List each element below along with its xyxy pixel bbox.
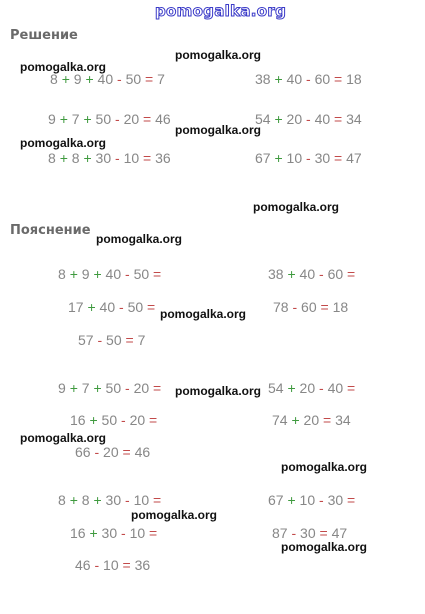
explanation-step: 17 + 40 - 50 = [68, 299, 156, 315]
explanation-step: 87 - 30 = 47 [272, 525, 348, 541]
watermark: pomogalka.org [20, 431, 107, 445]
explanation-step: 54 + 20 - 40 = [268, 380, 356, 396]
explanation-step: 38 + 40 - 60 = [268, 266, 356, 282]
explanation-step: 57 - 50 = 7 [78, 332, 146, 348]
explanation-step: 67 + 10 - 30 = [268, 492, 356, 508]
watermark: pomogalka.org [175, 123, 262, 137]
explanation-step: 8 + 9 + 40 - 50 = [58, 266, 162, 282]
watermark: pomogalka.org [281, 540, 368, 554]
watermark: pomogalka.org [175, 384, 262, 398]
watermark: pomogalka.org [160, 307, 247, 321]
solution-equation: 67 + 10 - 30 = 47 [255, 150, 362, 166]
explanation-step: 8 + 8 + 30 - 10 = [58, 492, 162, 508]
explanation-step: 16 + 30 - 10 = [70, 525, 158, 541]
explanation-heading: Пояснение [10, 223, 91, 238]
watermark: pomogalka.org [131, 508, 218, 522]
solution-equation: 8 + 9 + 40 - 50 = 7 [50, 71, 165, 87]
solution-equation: 9 + 7 + 50 - 20 = 46 [48, 111, 171, 127]
watermark: pomogalka.org [281, 460, 368, 474]
explanation-step: 9 + 7 + 50 - 20 = [58, 380, 162, 396]
solution-equation: 8 + 8 + 30 - 10 = 36 [48, 150, 171, 166]
solution-heading: Решение [10, 28, 78, 43]
explanation-step: 78 - 60 = 18 [273, 299, 349, 315]
watermark: pomogalka.org [253, 200, 340, 214]
watermark: pomogalka.org [20, 60, 107, 74]
solution-equation: 54 + 20 - 40 = 34 [255, 111, 362, 127]
watermark: pomogalka.org [175, 48, 262, 62]
watermark: pomogalka.org [20, 136, 107, 150]
solution-equation: 38 + 40 - 60 = 18 [255, 71, 362, 87]
explanation-step: 16 + 50 - 20 = [70, 412, 158, 428]
watermark: pomogalka.org [96, 232, 183, 246]
explanation-step: 74 + 20 = 34 [272, 412, 351, 428]
site-logo: pomogalka.org [155, 2, 287, 20]
explanation-step: 66 - 20 = 46 [75, 444, 151, 460]
explanation-step: 46 - 10 = 36 [75, 557, 151, 573]
